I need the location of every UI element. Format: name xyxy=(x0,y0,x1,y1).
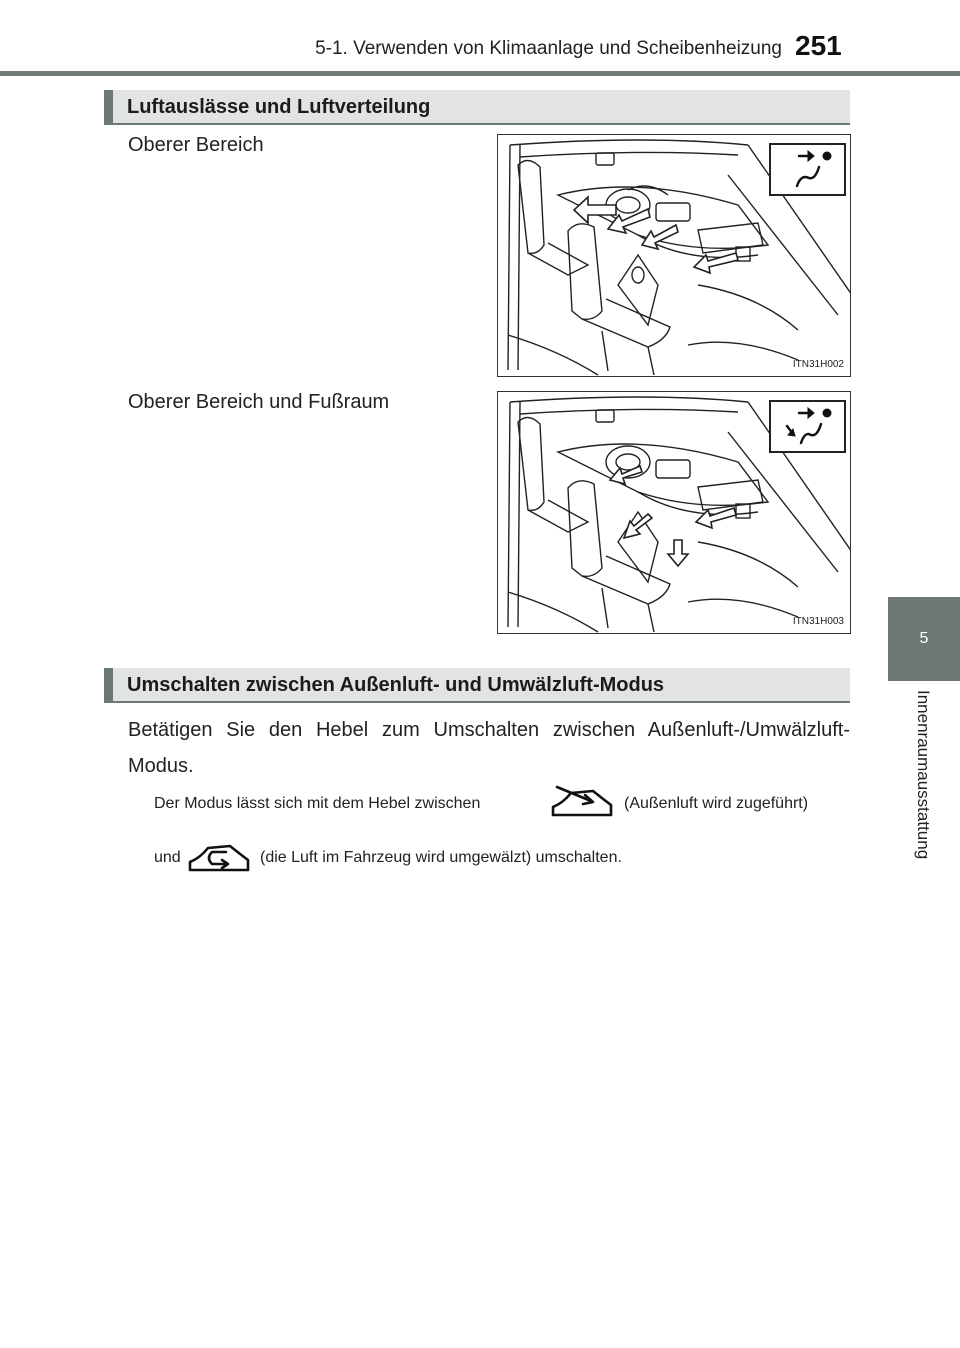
figure-code: ITN31H002 xyxy=(792,359,844,370)
note-text-part3: und xyxy=(154,849,181,866)
bi-level-mode-icon xyxy=(769,400,846,453)
figure-label-bi-level: Oberer Bereich und Fußraum xyxy=(128,391,390,413)
note-text-part1: Der Modus lässt sich mit dem Hebel zwischen xyxy=(154,795,481,812)
figure-upper-vents xyxy=(497,134,851,377)
running-header: 5-1. Verwenden von Klimaanlage und Scheibenheizung xyxy=(315,38,782,59)
figure-label-upper: Oberer Bereich xyxy=(128,134,264,156)
outside-air-icon xyxy=(549,779,615,823)
note-text-part4: (die Luft im Fahrzeug wird umgewälzt) umschalten. xyxy=(260,849,622,866)
section-heading-underline xyxy=(104,123,850,125)
face-vent-mode-icon xyxy=(769,143,846,196)
header-rule xyxy=(0,71,960,76)
section-heading-air-outlets xyxy=(104,90,850,123)
page-number: 251 xyxy=(795,30,842,61)
section-heading-text: Luftauslässe und Luftverteilung xyxy=(127,96,431,118)
body-paragraph: Betätigen Sie den Hebel zum Umschalten zwischen Außenluft-/Umwälzluft-Modus. xyxy=(128,719,850,777)
section-heading-underline xyxy=(104,701,850,703)
section-heading-recirculation xyxy=(104,668,850,701)
section-heading-text: Umschalten zwischen Außenluft- und Umwälzluft-Modus xyxy=(127,674,665,696)
chapter-label-container xyxy=(888,690,960,950)
figure-code: ITN31H003 xyxy=(792,616,844,627)
chapter-label: Innenraumausstattung xyxy=(914,690,933,860)
chapter-number-tab: 5 xyxy=(888,597,960,681)
recirculation-icon xyxy=(186,834,252,878)
figure-bi-level-vents xyxy=(497,391,851,634)
note-text-part2: (Außenluft wird zugeführt) xyxy=(624,795,809,812)
